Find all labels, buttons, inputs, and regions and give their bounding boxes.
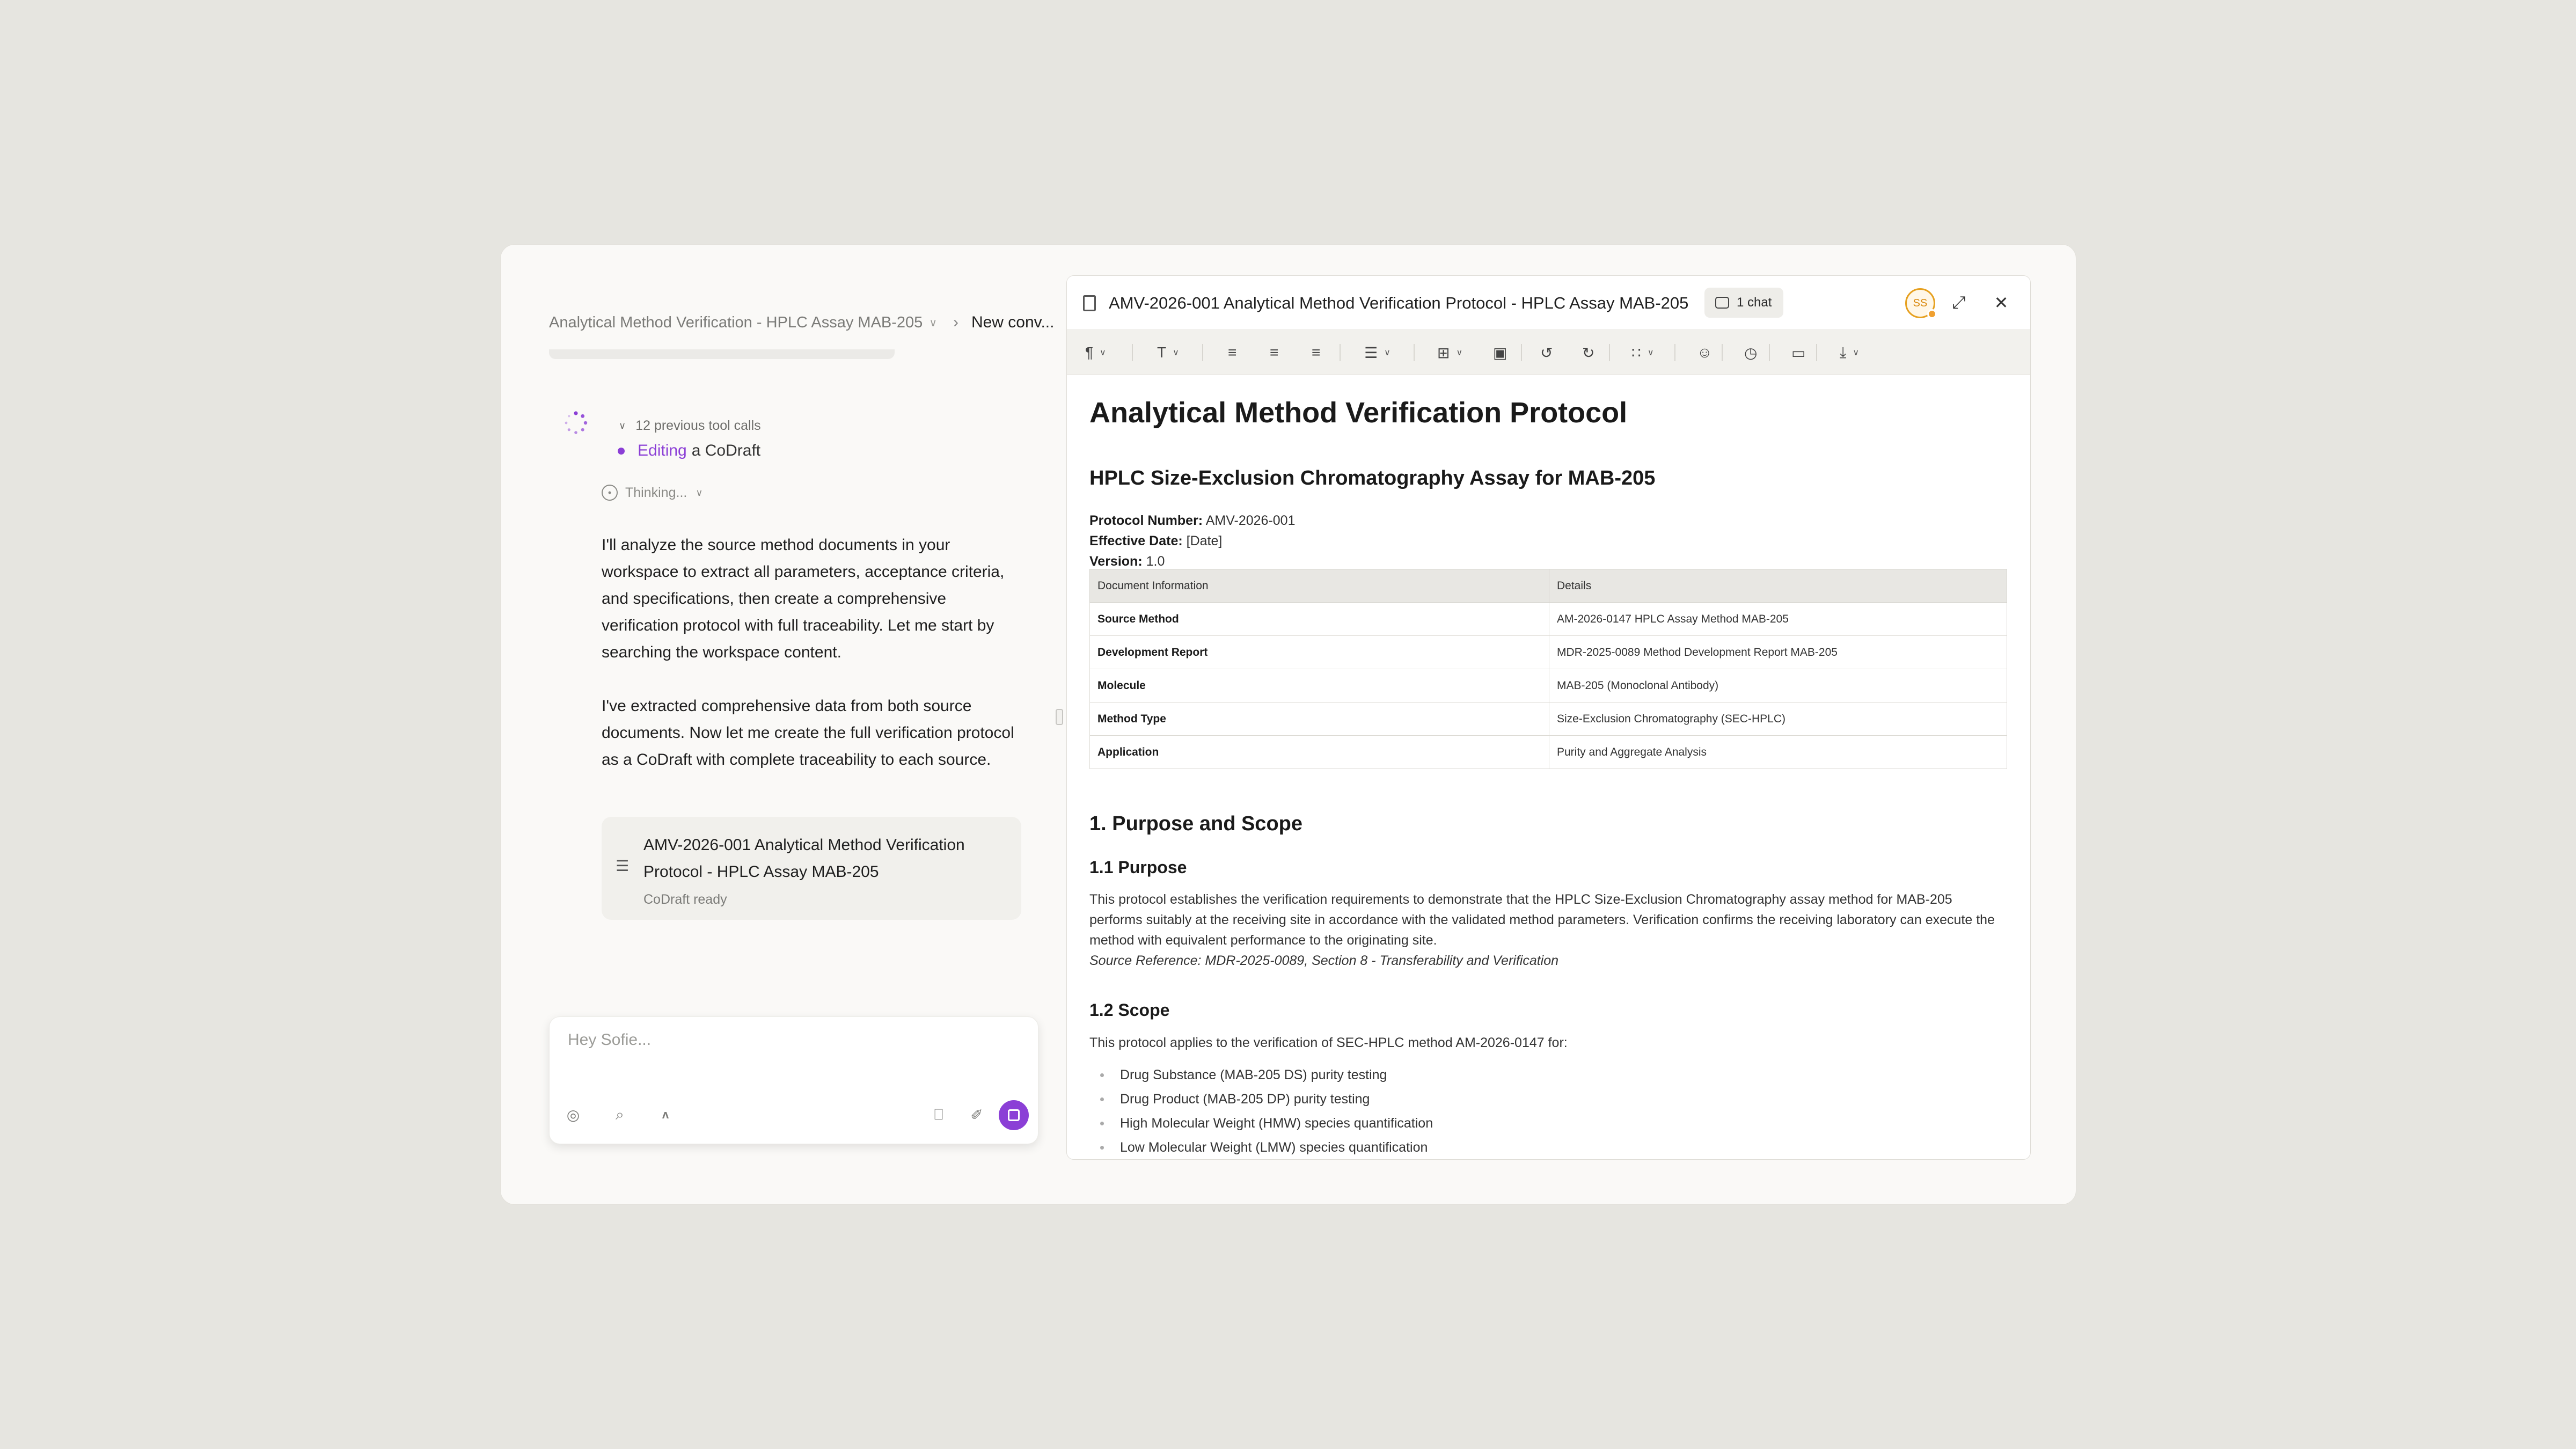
chevron-down-icon: ∨ [1456,348,1463,357]
history-icon[interactable]: ◷ [1744,344,1758,361]
bullet-icon [1100,1097,1104,1101]
list-item [1116,1092,1370,1107]
toolbar-divider [1769,344,1770,361]
table-cell-key: Source Method [1090,603,1549,636]
chat-pane [549,282,1055,1195]
align-left-icon[interactable]: ≡ [1228,344,1237,361]
table-row [1090,603,2007,636]
microphone-icon[interactable]: ⎕ [934,1106,943,1123]
toolbar-divider [1521,344,1522,361]
model-icon[interactable]: ʌ [662,1108,669,1121]
scroll-fade [549,349,895,359]
editing-status [618,442,760,460]
table-header: Document Information [1090,569,1549,603]
table-cell-value: Size-Exclusion Chromatography (SEC-HPLC) [1549,702,2007,736]
thinking-label: Thinking... [625,485,687,500]
table-row [1090,636,2007,669]
bullet-icon [1100,1146,1104,1150]
chevron-down-icon: ∨ [1173,348,1179,357]
scope-paragraph: This protocol applies to the verification of SEC-HPLC method AM-2026-0147 for: [1089,1035,1568,1050]
search-icon[interactable]: ⌕ [616,1106,624,1123]
document-subheading: HPLC Size-Exclusion Chromatography Assay for MAB-205 [1089,467,1656,489]
table-cell-value: Purity and Aggregate Analysis [1549,736,2007,769]
assistant-message: I'll analyze the source method documents in your workspace to extract all parameters, acceptance criteria, and specifications, then create a comprehensive verification protocol with full traceability. Let me start by searching the workspace content. [602,536,1005,661]
breadcrumb [549,313,1054,332]
protocol-number [1089,513,1295,529]
document-heading: Analytical Method Verification Protocol [1089,397,1628,429]
list-item [1116,1140,1428,1155]
paragraph-style-button[interactable] [1085,341,1106,364]
grid-icon: ∷ [1631,344,1641,361]
download-button[interactable] [1840,341,1859,364]
document-icon [1083,295,1096,311]
subsection-heading: 1.1 Purpose [1089,858,1187,877]
loading-spinner-icon [564,411,588,435]
pilcrow-icon: ¶ [1085,344,1094,361]
comment-icon[interactable]: ▭ [1791,344,1806,361]
chat-count-label: 1 chat [1737,295,1772,310]
collaborators-icon[interactable]: ☺ [1697,344,1713,361]
document-info-table [1089,569,2007,769]
breadcrumb-conversation[interactable]: New conv... [971,313,1055,331]
list-item [1116,1116,1433,1131]
table-row [1090,669,2007,702]
table-header: Details [1549,569,2007,603]
tool-calls-toggle[interactable] [619,418,761,434]
text-style-button[interactable] [1157,341,1179,364]
table-header-row [1090,569,2007,603]
bullet-icon [1100,1073,1104,1077]
toolbar-divider [1674,344,1675,361]
codraft-card-title: AMV-2026-001 Analytical Method Verification Protocol - HPLC Assay MAB-205 [643,836,965,881]
download-icon: ⤓ [1840,343,1847,361]
toolbar-divider [1722,344,1723,361]
table-button[interactable] [1437,341,1462,364]
toolbar-divider [1340,344,1341,361]
table-cell-value: MAB-205 (Monoclonal Antibody) [1549,669,2007,702]
formatting-toolbar [1067,330,2030,375]
align-center-icon[interactable]: ≡ [1270,344,1279,361]
list-item-text: Drug Product (MAB-205 DP) purity testing [1120,1092,1370,1107]
presence-indicator [1927,309,1937,319]
chevron-down-icon: ∨ [1384,348,1391,357]
breadcrumb-project[interactable]: Analytical Method Verification - HPLC Assay MAB-205 [549,313,923,331]
paperclip-icon[interactable]: ✐ [970,1106,983,1123]
section-heading: 1. Purpose and Scope [1089,813,1302,835]
close-icon[interactable]: ✕ [1994,293,2009,312]
chevron-right-icon: › [953,313,958,331]
table-icon: ⊞ [1437,344,1450,361]
chevron-down-icon: ∨ [619,420,626,431]
effective-date [1089,533,1222,549]
protocol-number-value: AMV-2026-001 [1205,513,1296,528]
bullet-list-icon: ☰ [1364,344,1378,361]
avatar-initials: SS [1913,297,1928,309]
message-input[interactable] [568,1031,1008,1049]
editing-target: a CoDraft [691,442,761,459]
message-composer [549,1016,1038,1144]
tool-calls-label: 12 previous tool calls [635,418,761,433]
toolbar-divider [1132,344,1133,361]
chevron-down-icon: ∨ [1647,348,1654,357]
protocol-number-label: Protocol Number: [1089,513,1203,528]
list-item-text: High Molecular Weight (HMW) species quantification [1120,1116,1433,1131]
table-cell-key: Method Type [1090,702,1549,736]
expand-icon[interactable]: ⤢ [1952,292,1966,312]
avatar[interactable] [1905,288,1935,318]
chevron-down-icon: ∨ [696,487,703,498]
version [1089,554,1165,569]
send-button[interactable] [999,1100,1029,1130]
table-cell-key: Development Report [1090,636,1549,669]
editing-verb: Editing [638,442,687,459]
chevron-down-icon: ∨ [1100,348,1106,357]
app-window [500,244,2076,1205]
bullet-icon [1100,1122,1104,1125]
codraft-card-status: CoDraft ready [643,892,727,907]
list-item [1116,1067,1387,1083]
redo-icon[interactable]: ↻ [1582,344,1595,361]
align-right-icon[interactable]: ≡ [1312,344,1321,361]
version-label: Version: [1089,554,1143,569]
document-header [1067,276,2030,330]
resize-handle[interactable] [1056,709,1063,725]
table-cell-key: Application [1090,736,1549,769]
subsection-heading: 1.2 Scope [1089,1000,1170,1020]
chat-bubble-icon [1715,297,1729,309]
table-row [1090,736,2007,769]
toolbar-divider [1414,344,1415,361]
chat-count-button[interactable] [1704,288,1783,318]
toolbar-divider [1609,344,1610,361]
effective-date-value: [Date] [1186,533,1223,548]
document-pane [1066,275,2031,1160]
globe-icon[interactable]: ◎ [566,1106,580,1123]
table-cell-key: Molecule [1090,669,1549,702]
table-row [1090,702,2007,736]
stop-icon [1008,1109,1020,1121]
status-dot-icon [618,448,625,455]
blocks-button[interactable] [1631,341,1654,364]
document-title: AMV-2026-001 Analytical Method Verification Protocol - HPLC Assay MAB-205 [1109,294,1689,312]
assistant-message: I've extracted comprehensive data from both source documents. Now let me create the full verification protocol as a CoDraft with complete traceability to each source. [602,697,1014,769]
thinking-icon: • [602,485,618,501]
image-icon[interactable]: ▣ [1493,344,1507,361]
text-icon: T [1157,344,1167,361]
list-button[interactable] [1364,341,1391,364]
chevron-down-icon[interactable]: ∨ [929,317,937,329]
list-item-text: Low Molecular Weight (LMW) species quantification [1120,1140,1428,1155]
purpose-paragraph: This protocol establishes the verification requirements to demonstrate that the HPLC Size-Exclusion Chromatography assay method for MAB-205 performs suitably at the receiving site in accordance with the validated method parameters. Verification confirms the receiving laboratory can execute the method with equivalent performance to the originating site. [1089,892,1995,948]
toolbar-divider [1816,344,1817,361]
table-cell-value: AM-2026-0147 HPLC Assay Method MAB-205 [1549,603,2007,636]
table-cell-value: MDR-2025-0089 Method Development Report MAB-205 [1549,636,2007,669]
version-value: 1.0 [1146,554,1165,569]
purpose-source-reference: Source Reference: MDR-2025-0089, Section 8 - Transferability and Verification [1089,953,1559,968]
codraft-card[interactable] [602,817,1021,920]
toolbar-divider [1202,344,1203,361]
undo-icon[interactable]: ↺ [1540,344,1553,361]
thinking-toggle[interactable] [602,485,703,501]
effective-date-label: Effective Date: [1089,533,1183,548]
chevron-down-icon: ∨ [1853,348,1860,357]
document-list-icon: ☰ [616,858,630,874]
list-item-text: Drug Substance (MAB-205 DS) purity testing [1120,1067,1387,1082]
